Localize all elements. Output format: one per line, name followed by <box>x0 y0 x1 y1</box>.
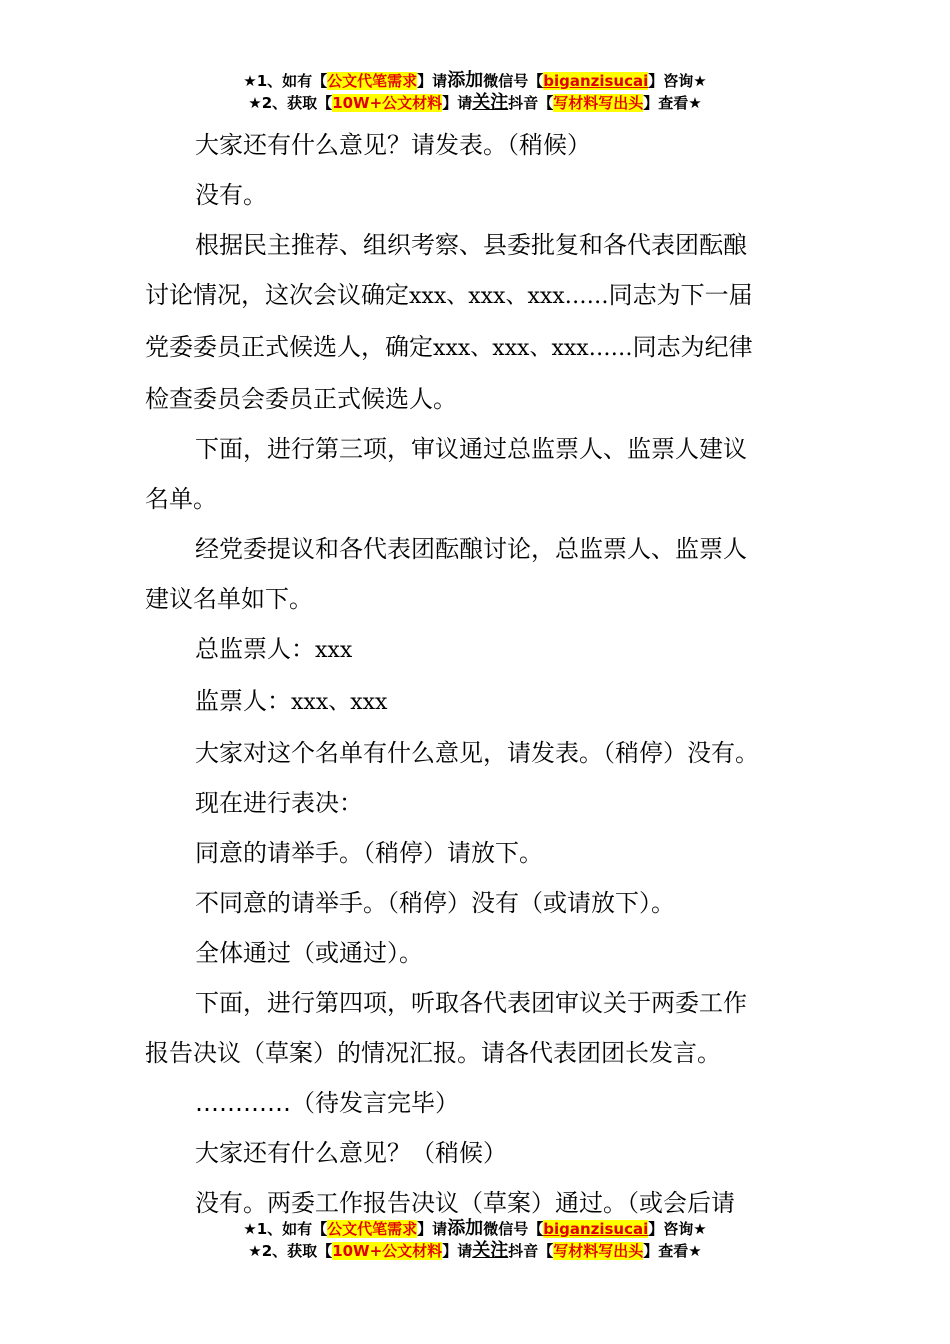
paragraph: 现在进行表决： <box>195 789 363 817</box>
paragraph-line: 讨论情况，这次会议确定xxx、xxx、xxx……同志为下一届 <box>145 281 753 309</box>
paragraph-line: 报告决议（草案）的情况汇报。请各代表团团长发言。 <box>145 1039 721 1067</box>
paragraph: 没有。 <box>195 181 267 209</box>
paragraph: …………（待发言完毕） <box>195 1089 459 1117</box>
paragraph: 不同意的请举手。（稍停）没有（或请放下）。 <box>195 889 675 917</box>
paragraph: 大家还有什么意见？请发表。（稍候） <box>195 131 591 159</box>
paragraph: 监票人：xxx、xxx <box>195 687 388 715</box>
paragraph: 同意的请举手。（稍停）请放下。 <box>195 839 543 867</box>
highlight-service: 公文代笔需求 <box>327 1220 418 1238</box>
footer-banner-line-2: ★2、获取【10W+公文材料】请关注抖音【写材料写出头】查看★ <box>248 1240 702 1261</box>
paragraph-line: 党委委员正式候选人，确定xxx、xxx、xxx……同志为纪律 <box>145 333 753 361</box>
paragraph: 根据民主推荐、组织考察、县委批复和各代表团酝酿 <box>195 231 747 259</box>
douyin-account[interactable]: 写材料写出头 <box>553 1242 644 1260</box>
footer-banner-line-1: ★1、如有【公文代笔需求】请添加微信号【biganzisucai】咨询★ <box>243 1218 707 1239</box>
header-banner <box>0 70 950 114</box>
header-banner-line-2: ★2、获取【10W+公文材料】请关注抖音【写材料写出头】查看★ <box>248 92 702 113</box>
footer-banner <box>0 1218 950 1262</box>
wechat-id[interactable]: biganzisucai <box>543 72 649 90</box>
highlight-materials: 10W+公文材料 <box>332 1242 443 1260</box>
paragraph: 经党委提议和各代表团酝酿讨论，总监票人、监票人 <box>195 535 747 563</box>
paragraph: 下面，进行第四项，听取各代表团审议关于两委工作 <box>195 989 747 1017</box>
header-banner-line-1: ★1、如有【公文代笔需求】请添加微信号【biganzisucai】咨询★ <box>243 70 707 91</box>
document-body <box>145 120 807 1228</box>
highlight-service: 公文代笔需求 <box>327 72 418 90</box>
paragraph-line: 名单。 <box>145 485 217 513</box>
paragraph-line: 建议名单如下。 <box>145 585 313 613</box>
paragraph-line: 检查委员会委员正式候选人。 <box>145 385 457 413</box>
paragraph: 全体通过（或通过）。 <box>195 939 423 967</box>
paragraph: 没有。两委工作报告决议（草案）通过。（或会后请 <box>195 1189 735 1217</box>
paragraph: 下面，进行第三项，审议通过总监票人、监票人建议 <box>195 435 747 463</box>
paragraph: 总监票人：xxx <box>195 635 353 663</box>
highlight-materials: 10W+公文材料 <box>332 94 443 112</box>
paragraph: 大家还有什么意见？（稍候） <box>195 1139 507 1167</box>
douyin-account[interactable]: 写材料写出头 <box>553 94 644 112</box>
wechat-id[interactable]: biganzisucai <box>543 1220 649 1238</box>
paragraph: 大家对这个名单有什么意见，请发表。（稍停）没有。 <box>195 739 759 767</box>
